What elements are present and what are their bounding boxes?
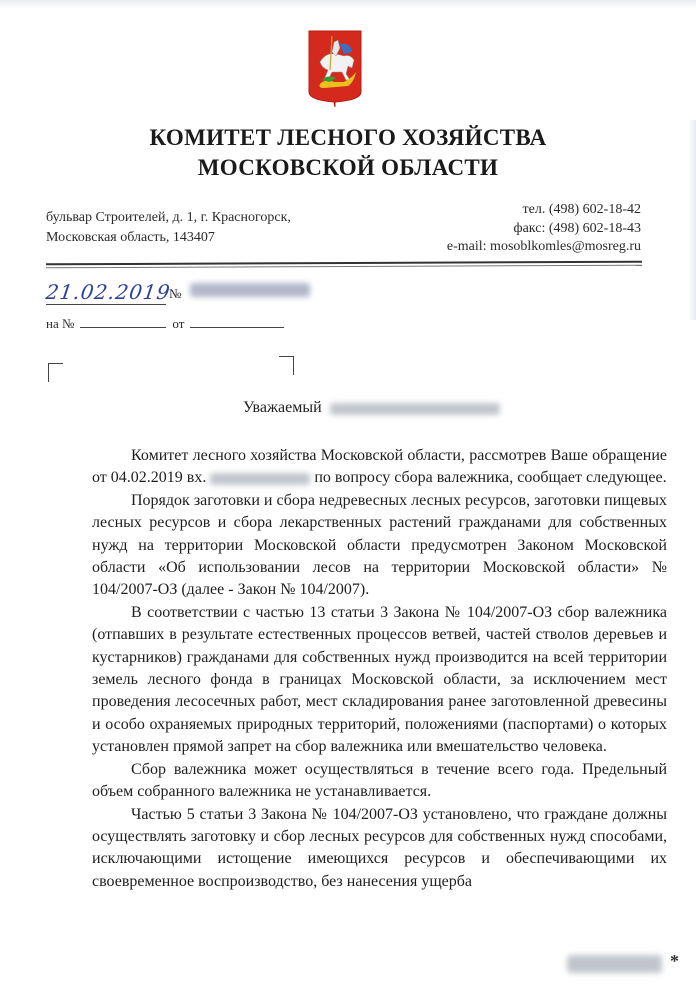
address-corner-top-left xyxy=(48,363,63,382)
letter-body xyxy=(92,445,667,893)
paragraph-2: Порядок заготовки и сбора недревесных лесных ресурсов, заготовки пищевых лесных ресурсов и сбора лекарственных растений гражданами для собственных нужд на территории Московской области предусмотрен Законом Московской области «Об использовании лесов на территории Московской области» № 104/2007-ОЗ (далее - Закон № 104/2007). xyxy=(92,491,667,599)
fax: факс: (498) 602-18-43 xyxy=(513,220,641,236)
ref-number-label: на № xyxy=(46,316,75,331)
paragraph-1 xyxy=(92,445,667,490)
redacted-footer-code xyxy=(567,955,662,973)
address-line2: Московская область, 143407 xyxy=(46,230,215,245)
reference-line xyxy=(46,316,290,332)
ref-number-blank xyxy=(80,317,166,328)
phone: тел. (498) 602-18-42 xyxy=(522,202,641,217)
paragraph-5: Частью 5 статьи 3 Закона № 104/2007-ОЗ установлено, что граждане должны осуществлять заготовку и сбор лесных ресурсов для собственных нужд способами, исключающими истощение имеющихся ресурсов и обеспечивающими их своевременное воспроизводство, без нанесения ущерба xyxy=(92,805,667,890)
contacts-block xyxy=(447,201,641,257)
paragraph-1-text-a: Комитет лесного хозяйства Московской области, рассмотрев Ваше обращение от 04.02.2019 вх. xyxy=(92,447,667,487)
address-corner-top-right xyxy=(279,356,294,375)
paragraph-1-text-b: по вопросу сбора валежника, сообщает следующее. xyxy=(314,469,667,487)
asterisk-mark: * xyxy=(670,951,679,971)
redacted-recipient-name xyxy=(330,403,500,415)
paragraph-3: В соответствии с частью 13 статьи 3 Закона № 104/2007-ОЗ сбор валежника (отпавших в результате естественных процессов ветвей, частей стволов деревьев и кустарников) гражданами для собственных нужд производится на всей территории земель лесного фонда в границах Московской области, за исключением мест проведения лесосечных работ, мест складирования ранее заготовленной древесины и особо охраняемых природных территорий, положениями (паспортами) о которых установлен прямой запрет на сбор валежника или вмешательство человека. xyxy=(92,603,667,756)
org-title-line2: МОСКОВСКОЙ ОБЛАСТИ xyxy=(197,155,499,180)
org-title-line1: КОМИТЕТ ЛЕСНОГО ХОЗЯЙСТВА xyxy=(149,125,547,150)
ref-from-label: от xyxy=(172,316,185,331)
redacted-outgoing-number xyxy=(190,283,310,297)
email: e-mail: mosoblkomles@mosreg.ru xyxy=(446,239,641,254)
salutation: Уважаемый xyxy=(243,399,322,416)
number-label: № xyxy=(169,286,182,301)
ref-date-blank xyxy=(190,317,284,328)
handwritten-date: 21.02.2019 xyxy=(44,280,173,304)
paragraph-4: Сбор валежника может осуществляться в течение всего года. Предельный объем собранного валежника не устанавливается. xyxy=(92,760,667,801)
header-divider-thin xyxy=(46,265,642,269)
address-block xyxy=(46,208,291,248)
coat-of-arms-icon xyxy=(308,30,362,108)
redacted-incoming-number xyxy=(210,473,310,485)
date-underline xyxy=(46,304,166,305)
address-line1: бульвар Строителей, д. 1, г. Красногорск, xyxy=(46,210,291,225)
scan-top-edge xyxy=(0,0,696,8)
